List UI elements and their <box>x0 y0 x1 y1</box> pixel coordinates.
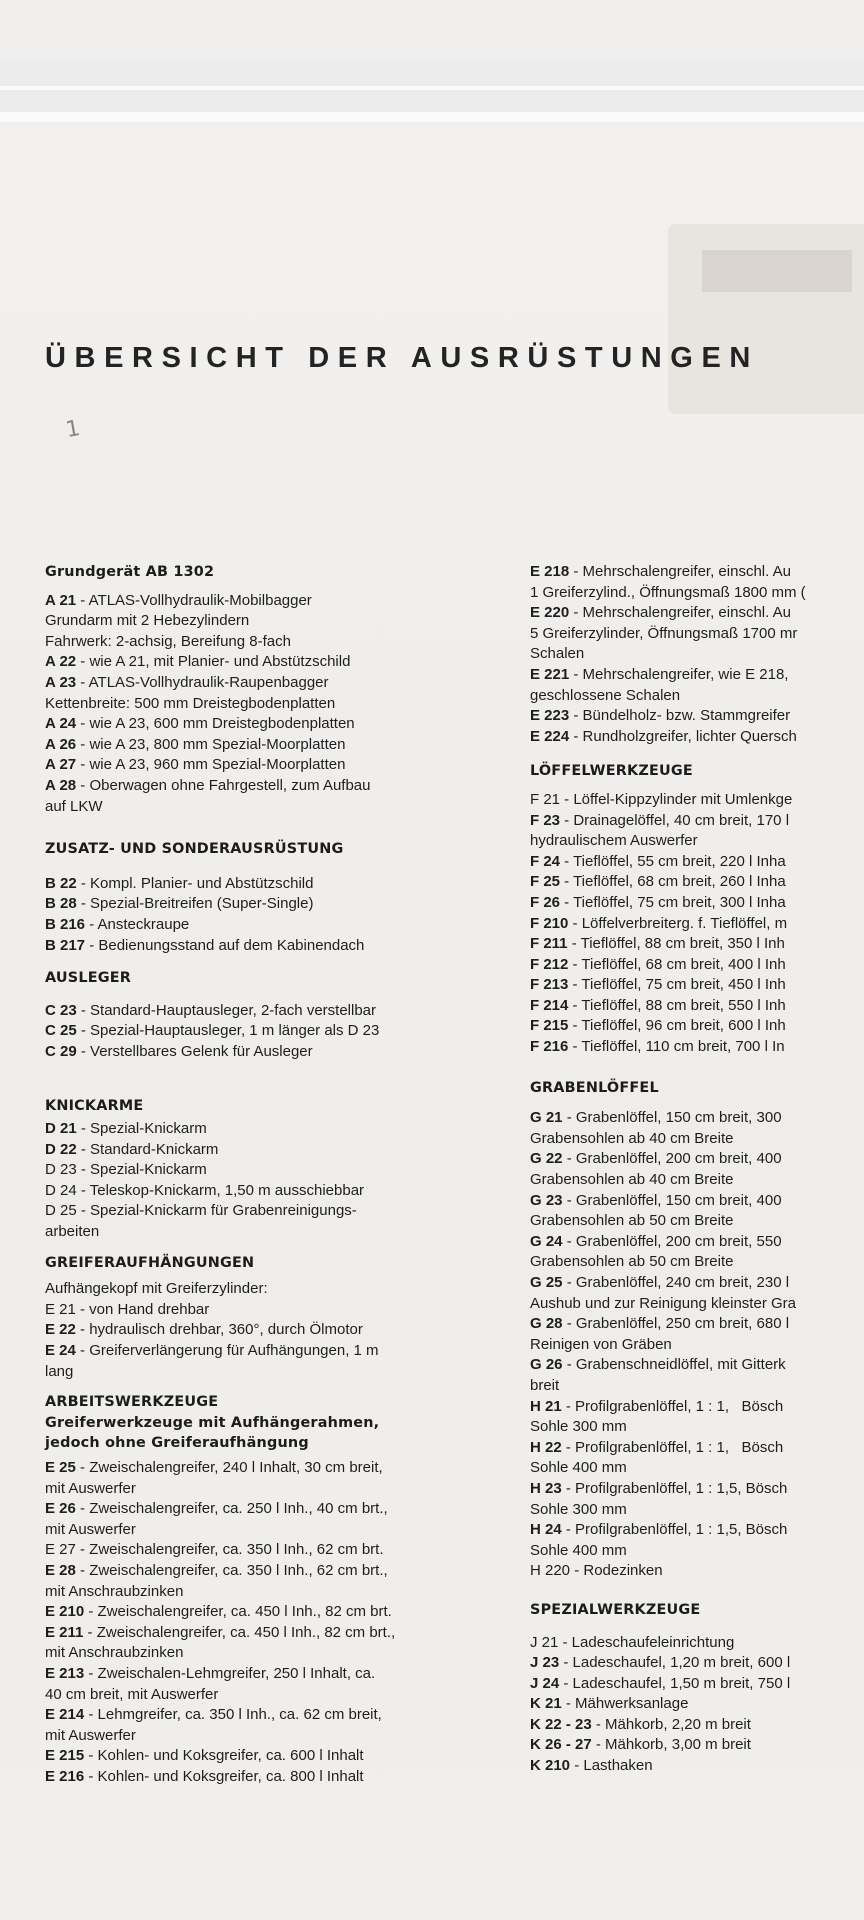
separator-line <box>0 86 864 90</box>
item-code: J 23 <box>530 1654 560 1672</box>
item-description: - Grabenlöffel, 200 cm breit, 400 <box>562 1150 782 1168</box>
equipment-item <box>45 591 475 612</box>
item-code: G 28 <box>530 1315 563 1333</box>
equipment-item <box>530 1735 864 1756</box>
text-line: auf LKW <box>45 797 103 815</box>
item-description: - Mehrschalengreifer, einschl. Au <box>569 563 791 580</box>
text-line: 40 cm breit, mit Auswerfer <box>45 1685 219 1703</box>
item-description: - Profilgrabenlöffel, 1 : 1, Bösch <box>561 1438 784 1456</box>
text-line: Grabensohlen ab 40 cm Breite <box>530 1129 734 1147</box>
equipment-item <box>530 1355 864 1376</box>
separator-band <box>0 112 864 122</box>
text-line: Sohle 400 mm <box>530 1541 627 1559</box>
item-code: D 22 <box>45 1140 77 1158</box>
item-code: B 22 <box>45 874 77 892</box>
item-description: - Greiferverlängerung für Aufhängungen, 1 m <box>75 1342 379 1359</box>
item-description: - Tieflöffel, 68 cm breit, 400 l Inh <box>568 955 786 973</box>
item-description: - Tieflöffel, 55 cm breit, 220 l Inha <box>560 852 786 870</box>
equipment-item <box>45 1664 475 1685</box>
item-description: - Zweischalengreifer, 240 l Inhalt, 30 cm breit, <box>75 1458 383 1476</box>
equipment-item <box>45 894 475 915</box>
item-code: F 214 <box>530 996 569 1014</box>
text-line: hydraulischem Auswerfer <box>530 832 698 850</box>
item-description: - Ladeschaufel, 1,20 m breit, 600 l <box>559 1654 791 1672</box>
spacer <box>45 989 475 1001</box>
item-code: G 24 <box>530 1232 563 1250</box>
item-description: - Tieflöffel, 110 cm breit, 700 l In <box>568 1038 785 1056</box>
item-description: - wie A 21, mit Planier- und Abstützschild <box>76 653 351 671</box>
item-description: - Tieflöffel, 96 cm breit, 600 l Inh <box>568 1017 786 1035</box>
item-code: B 28 <box>45 895 77 913</box>
item-description: - Spezial-Breitreifen (Super-Single) <box>76 895 314 913</box>
text-line: mit Anschraubzinken <box>45 1644 184 1662</box>
spacer <box>45 1062 475 1096</box>
text-line: Aufhängekopf mit Greiferzylinder: <box>45 1280 268 1298</box>
item-code: A 27 <box>45 756 77 774</box>
equipment-item <box>530 1037 864 1058</box>
equipment-item <box>45 1767 475 1788</box>
text-line: mit Auswerfer <box>45 1520 136 1538</box>
item-code: F 211 <box>530 935 568 953</box>
spacer <box>45 1382 475 1392</box>
item-description: - Spezial-Knickarm <box>76 1120 207 1138</box>
text-line: D 25 - Spezial-Knickarm für Grabenreinigungs- <box>45 1202 357 1220</box>
item-code: C 29 <box>45 1042 77 1060</box>
equipment-item <box>45 755 475 776</box>
item-description: - Grabenlöffel, 250 cm breit, 680 l <box>562 1315 790 1333</box>
item-description: - Zweischalengreifer, ca. 450 l Inh., 82 cm brt., <box>83 1623 396 1641</box>
spacer <box>530 1098 864 1108</box>
browser-top-strip <box>0 0 864 60</box>
item-description: - Mähwerksanlage <box>561 1695 689 1713</box>
item-description: - Kohlen- und Koksgreifer, ca. 600 l Inhalt <box>84 1747 364 1765</box>
item-description: - Tieflöffel, 88 cm breit, 350 l Inh <box>567 935 785 953</box>
handwritten-page-mark: 1 <box>63 415 83 444</box>
item-code: B 217 <box>45 936 86 954</box>
equipment-item <box>45 1021 475 1042</box>
equipment-item <box>45 1001 475 1022</box>
stamp-mark <box>702 250 852 292</box>
section-heading: ARBEITSWERKZEUGE <box>45 1394 219 1411</box>
item-code: E 216 <box>45 1767 85 1785</box>
item-description: - Drainagelöffel, 40 cm breit, 170 l <box>560 811 790 829</box>
item-description: - hydraulisch drehbar, 360°, durch Ölmotor <box>75 1321 363 1339</box>
item-description: - Mähkorb, 3,00 m breit <box>591 1736 751 1754</box>
item-description: - Bündelholz- bzw. Stammgreifer <box>569 707 791 725</box>
equipment-item <box>530 852 864 873</box>
spacer <box>45 583 475 591</box>
item-description: - wie A 23, 960 mm Spezial-Moorplatten <box>76 756 346 774</box>
item-code: A 23 <box>45 673 77 691</box>
equipment-item <box>45 714 475 735</box>
item-description: - ATLAS-Vollhydraulik-Mobilbagger <box>76 591 312 609</box>
item-code: F 213 <box>530 976 569 994</box>
section-heading: GRABENLÖFFEL <box>530 1079 659 1096</box>
equipment-item <box>530 1232 864 1253</box>
item-description: - Spezial-Hauptausleger, 1 m länger als D 23 <box>76 1022 380 1040</box>
equipment-item <box>530 706 864 727</box>
item-description: - Grabenlöffel, 150 cm breit, 300 <box>562 1109 782 1127</box>
section-heading: ZUSATZ- UND SONDERAUSRÜSTUNG <box>45 841 344 858</box>
text-line: Aushub und zur Reinigung kleinster Gra <box>530 1294 796 1312</box>
equipment-item <box>530 1108 864 1129</box>
item-code: E 24 <box>45 1342 76 1359</box>
item-code: E 224 <box>530 727 570 745</box>
item-description: - Ansteckraupe <box>85 915 190 933</box>
item-code: F 25 <box>530 873 561 891</box>
item-code: E 221 <box>530 665 570 683</box>
item-description: - Grabenlöffel, 200 cm breit, 550 <box>562 1232 782 1250</box>
equipment-item <box>530 1756 864 1777</box>
equipment-item <box>45 673 475 694</box>
equipment-item <box>530 996 864 1017</box>
spacer <box>45 956 475 968</box>
item-description: - Profilgrabenlöffel, 1 : 1, Bösch <box>561 1397 784 1415</box>
text-line: Schalen <box>530 645 585 663</box>
equipment-item <box>530 1016 864 1037</box>
item-code: A 24 <box>45 715 77 733</box>
text-line: Fahrwerk: 2-achsig, Bereifung 8-fach <box>45 632 291 650</box>
equipment-item <box>530 1149 864 1170</box>
text-line: Grabensohlen ab 50 cm Breite <box>530 1212 734 1230</box>
item-description: - Bedienungsstand auf dem Kabinendach <box>85 936 365 954</box>
section-heading: AUSLEGER <box>45 970 132 987</box>
item-code: E 22 <box>45 1321 76 1339</box>
spacer <box>45 860 475 874</box>
item-code: G 21 <box>530 1109 563 1127</box>
scanned-document-page <box>0 122 864 1920</box>
item-description: - Mehrschalengreifer, einschl. Au <box>569 604 791 622</box>
equipment-item <box>530 1397 864 1418</box>
spacer <box>45 817 475 839</box>
item-description: - Tieflöffel, 68 cm breit, 260 l Inha <box>560 873 786 891</box>
item-description: - wie A 23, 800 mm Spezial-Moorplatten <box>76 735 346 753</box>
item-code: E 25 <box>45 1458 76 1476</box>
equipment-item <box>530 603 864 624</box>
text-line: Sohle 400 mm <box>530 1459 627 1477</box>
text-line: H 220 - Rodezinken <box>530 1562 663 1580</box>
text-line: mit Anschraubzinken <box>45 1582 184 1600</box>
section-heading: Grundgerät AB 1302 <box>45 564 215 580</box>
section-heading: SPEZIALWERKZEUGE <box>530 1601 701 1618</box>
equipment-item <box>45 1705 475 1726</box>
equipment-item <box>45 735 475 756</box>
equipment-item <box>530 727 864 748</box>
equipment-item <box>530 1674 864 1695</box>
text-line: E 27 - Zweischalengreifer, ca. 350 l Inh., 62 cm brt. <box>45 1541 384 1559</box>
equipment-item <box>530 1273 864 1294</box>
item-code: C 25 <box>45 1022 77 1040</box>
section-heading: LÖFFELWERKZEUGE <box>530 763 693 780</box>
section-heading: Greiferwerkzeuge mit Aufhängerahmen, <box>45 1414 380 1431</box>
spacer <box>530 1621 864 1633</box>
equipment-item <box>530 1694 864 1715</box>
item-description: - Grabenschneidlöffel, mit Gitterk <box>562 1356 786 1374</box>
equipment-item <box>530 1438 864 1459</box>
equipment-item <box>45 1623 475 1644</box>
text-line: D 24 - Teleskop-Knickarm, 1,50 m ausschiebbar <box>45 1181 365 1199</box>
item-code: A 26 <box>45 735 77 753</box>
section-heading: KNICKARME <box>45 1098 144 1115</box>
item-code: J 24 <box>530 1674 560 1692</box>
item-description: - Grabenlöffel, 150 cm breit, 400 <box>562 1191 782 1209</box>
item-code: K 210 <box>530 1757 571 1775</box>
item-description: - Rundholzgreifer, lichter Quersch <box>569 727 797 745</box>
text-line: J 21 - Ladeschaufeleinrichtung <box>530 1633 735 1651</box>
item-code: K 26 - 27 <box>530 1736 592 1754</box>
item-description: - Tieflöffel, 88 cm breit, 550 l Inh <box>568 996 786 1014</box>
text-line: E 21 - von Hand drehbar <box>45 1300 210 1318</box>
equipment-item <box>530 1191 864 1212</box>
text-line: breit <box>530 1376 560 1394</box>
equipment-item <box>45 936 475 957</box>
text-line: 5 Greiferzylinder, Öffnungsmaß 1700 mr <box>530 624 798 642</box>
item-description: - Zweischalen-Lehmgreifer, 250 l Inhalt, ca. <box>84 1664 376 1682</box>
spacer <box>45 1243 475 1253</box>
item-description: - Ladeschaufel, 1,50 m breit, 750 l <box>559 1674 791 1692</box>
text-line: mit Auswerfer <box>45 1479 136 1497</box>
item-description: - Zweischalengreifer, ca. 250 l Inh., 40 cm brt., <box>75 1500 388 1518</box>
equipment-item <box>530 562 864 583</box>
text-line: geschlossene Schalen <box>530 686 681 704</box>
item-description: - Kompl. Planier- und Abstützschild <box>76 874 314 892</box>
equipment-item <box>530 1715 864 1736</box>
item-code: E 28 <box>45 1561 76 1579</box>
text-line: 1 Greiferzylind., Öffnungsmaß 1800 mm ( <box>530 583 806 601</box>
section-heading: jedoch ohne Greiferaufhängung <box>45 1435 309 1452</box>
item-description: - Lasthaken <box>570 1757 653 1775</box>
item-code: B 216 <box>45 915 86 933</box>
equipment-item <box>45 1042 475 1063</box>
text-line: Sohle 300 mm <box>530 1500 627 1518</box>
equipment-item <box>530 893 864 914</box>
equipment-item <box>45 915 475 936</box>
item-description: - Profilgrabenlöffel, 1 : 1,5, Bösch <box>561 1521 788 1539</box>
equipment-item <box>45 1561 475 1582</box>
equipment-item <box>45 1140 475 1161</box>
text-line: lang <box>45 1362 74 1380</box>
equipment-item <box>45 874 475 895</box>
text-line: Reinigen von Gräben <box>530 1335 672 1353</box>
item-code: G 22 <box>530 1150 563 1168</box>
text-line: D 23 - Spezial-Knickarm <box>45 1161 207 1179</box>
item-description: - wie A 23, 600 mm Dreistegbodenplatten <box>76 715 355 733</box>
item-code: H 23 <box>530 1479 562 1497</box>
item-code: E 223 <box>530 707 570 725</box>
item-code: F 23 <box>530 811 561 829</box>
item-code: F 24 <box>530 852 561 870</box>
equipment-item <box>530 975 864 996</box>
item-code: E 218 <box>530 563 570 580</box>
equipment-item <box>45 1602 475 1623</box>
item-description: - Oberwagen ohne Fahrgestell, zum Aufbau <box>76 776 371 794</box>
equipment-item <box>45 1499 475 1520</box>
item-code: E 220 <box>530 604 570 622</box>
text-line: F 21 - Löffel-Kippzylinder mit Umlenkge <box>530 790 793 808</box>
item-code: K 21 <box>530 1695 562 1713</box>
item-code: F 212 <box>530 955 569 973</box>
spacer <box>530 747 864 761</box>
text-line: Kettenbreite: 500 mm Dreistegbodenplatten <box>45 694 336 712</box>
item-code: A 21 <box>45 591 77 609</box>
item-code: H 22 <box>530 1438 562 1456</box>
spacer <box>530 1582 864 1600</box>
spacer <box>530 1058 864 1078</box>
equipment-item <box>530 811 864 832</box>
text-line: mit Auswerfer <box>45 1726 136 1744</box>
equipment-item <box>530 955 864 976</box>
item-code: F 215 <box>530 1017 569 1035</box>
item-code: D 21 <box>45 1120 77 1138</box>
item-code: E 215 <box>45 1747 85 1765</box>
item-code: E 214 <box>45 1706 85 1724</box>
spacer <box>530 782 864 790</box>
equipment-item <box>530 1479 864 1500</box>
equipment-item <box>530 1314 864 1335</box>
item-code: E 211 <box>45 1623 84 1641</box>
equipment-item <box>45 1320 475 1341</box>
text-line: Sohle 300 mm <box>530 1418 627 1436</box>
text-line: Grundarm mit 2 Hebezylindern <box>45 612 250 630</box>
item-code: A 22 <box>45 653 77 671</box>
item-description: - Tieflöffel, 75 cm breit, 450 l Inh <box>568 976 786 994</box>
item-description: - Profilgrabenlöffel, 1 : 1,5, Bösch <box>561 1479 788 1497</box>
item-code: F 210 <box>530 914 569 932</box>
item-description: - Grabenlöffel, 240 cm breit, 230 l <box>562 1274 790 1291</box>
equipment-item <box>45 1458 475 1479</box>
equipment-item <box>530 1520 864 1541</box>
equipment-item <box>530 1653 864 1674</box>
equipment-item <box>45 1746 475 1767</box>
equipment-item <box>45 776 475 797</box>
item-code: G 25 <box>530 1274 563 1291</box>
item-code: F 216 <box>530 1038 569 1056</box>
item-description: - Lehmgreifer, ca. 350 l Inh., ca. 62 cm breit, <box>84 1706 382 1724</box>
item-code: H 24 <box>530 1521 562 1539</box>
page-title: ÜBERSICHT DER AUSRÜSTUNGEN <box>45 342 759 374</box>
text-line: Grabensohlen ab 40 cm Breite <box>530 1171 734 1189</box>
item-code: K 22 - 23 <box>530 1715 592 1733</box>
item-description: - Zweischalengreifer, ca. 350 l Inh., 62 cm brt., <box>75 1561 388 1579</box>
item-code: G 26 <box>530 1356 563 1374</box>
equipment-item <box>530 665 864 686</box>
item-code: H 21 <box>530 1397 562 1415</box>
right-column <box>530 562 864 1777</box>
item-description: - Mehrschalengreifer, wie E 218, <box>569 665 789 683</box>
equipment-item <box>530 914 864 935</box>
item-description: - Verstellbares Gelenk für Ausleger <box>76 1042 313 1060</box>
equipment-item <box>530 934 864 955</box>
item-description: - Standard-Hauptausleger, 2-fach verstellbar <box>76 1001 377 1019</box>
item-description: - Standard-Knickarm <box>76 1140 219 1158</box>
equipment-item <box>45 1341 475 1362</box>
item-description: - Löffelverbreiterg. f. Tieflöffel, m <box>568 914 788 932</box>
item-description: - ATLAS-Vollhydraulik-Raupenbagger <box>76 673 329 691</box>
item-code: A 28 <box>45 776 77 794</box>
text-line: Grabensohlen ab 50 cm Breite <box>530 1253 734 1271</box>
item-code: G 23 <box>530 1191 563 1209</box>
item-description: - Mähkorb, 2,20 m breit <box>591 1715 751 1733</box>
equipment-item <box>45 1119 475 1140</box>
item-code: E 210 <box>45 1603 85 1621</box>
item-description: - Tieflöffel, 75 cm breit, 300 l Inha <box>560 893 786 911</box>
item-code: C 23 <box>45 1001 77 1019</box>
item-code: E 26 <box>45 1500 76 1518</box>
equipment-item <box>530 872 864 893</box>
left-column <box>45 562 475 1787</box>
section-heading: GREIFERAUFHÄNGUNGEN <box>45 1254 255 1271</box>
item-description: - Kohlen- und Koksgreifer, ca. 800 l Inhalt <box>84 1767 364 1785</box>
equipment-item <box>45 652 475 673</box>
text-line: arbeiten <box>45 1223 100 1241</box>
item-code: F 26 <box>530 893 561 911</box>
item-description: - Zweischalengreifer, ca. 450 l Inh., 82 cm brt. <box>84 1603 392 1621</box>
item-code: E 213 <box>45 1664 85 1682</box>
